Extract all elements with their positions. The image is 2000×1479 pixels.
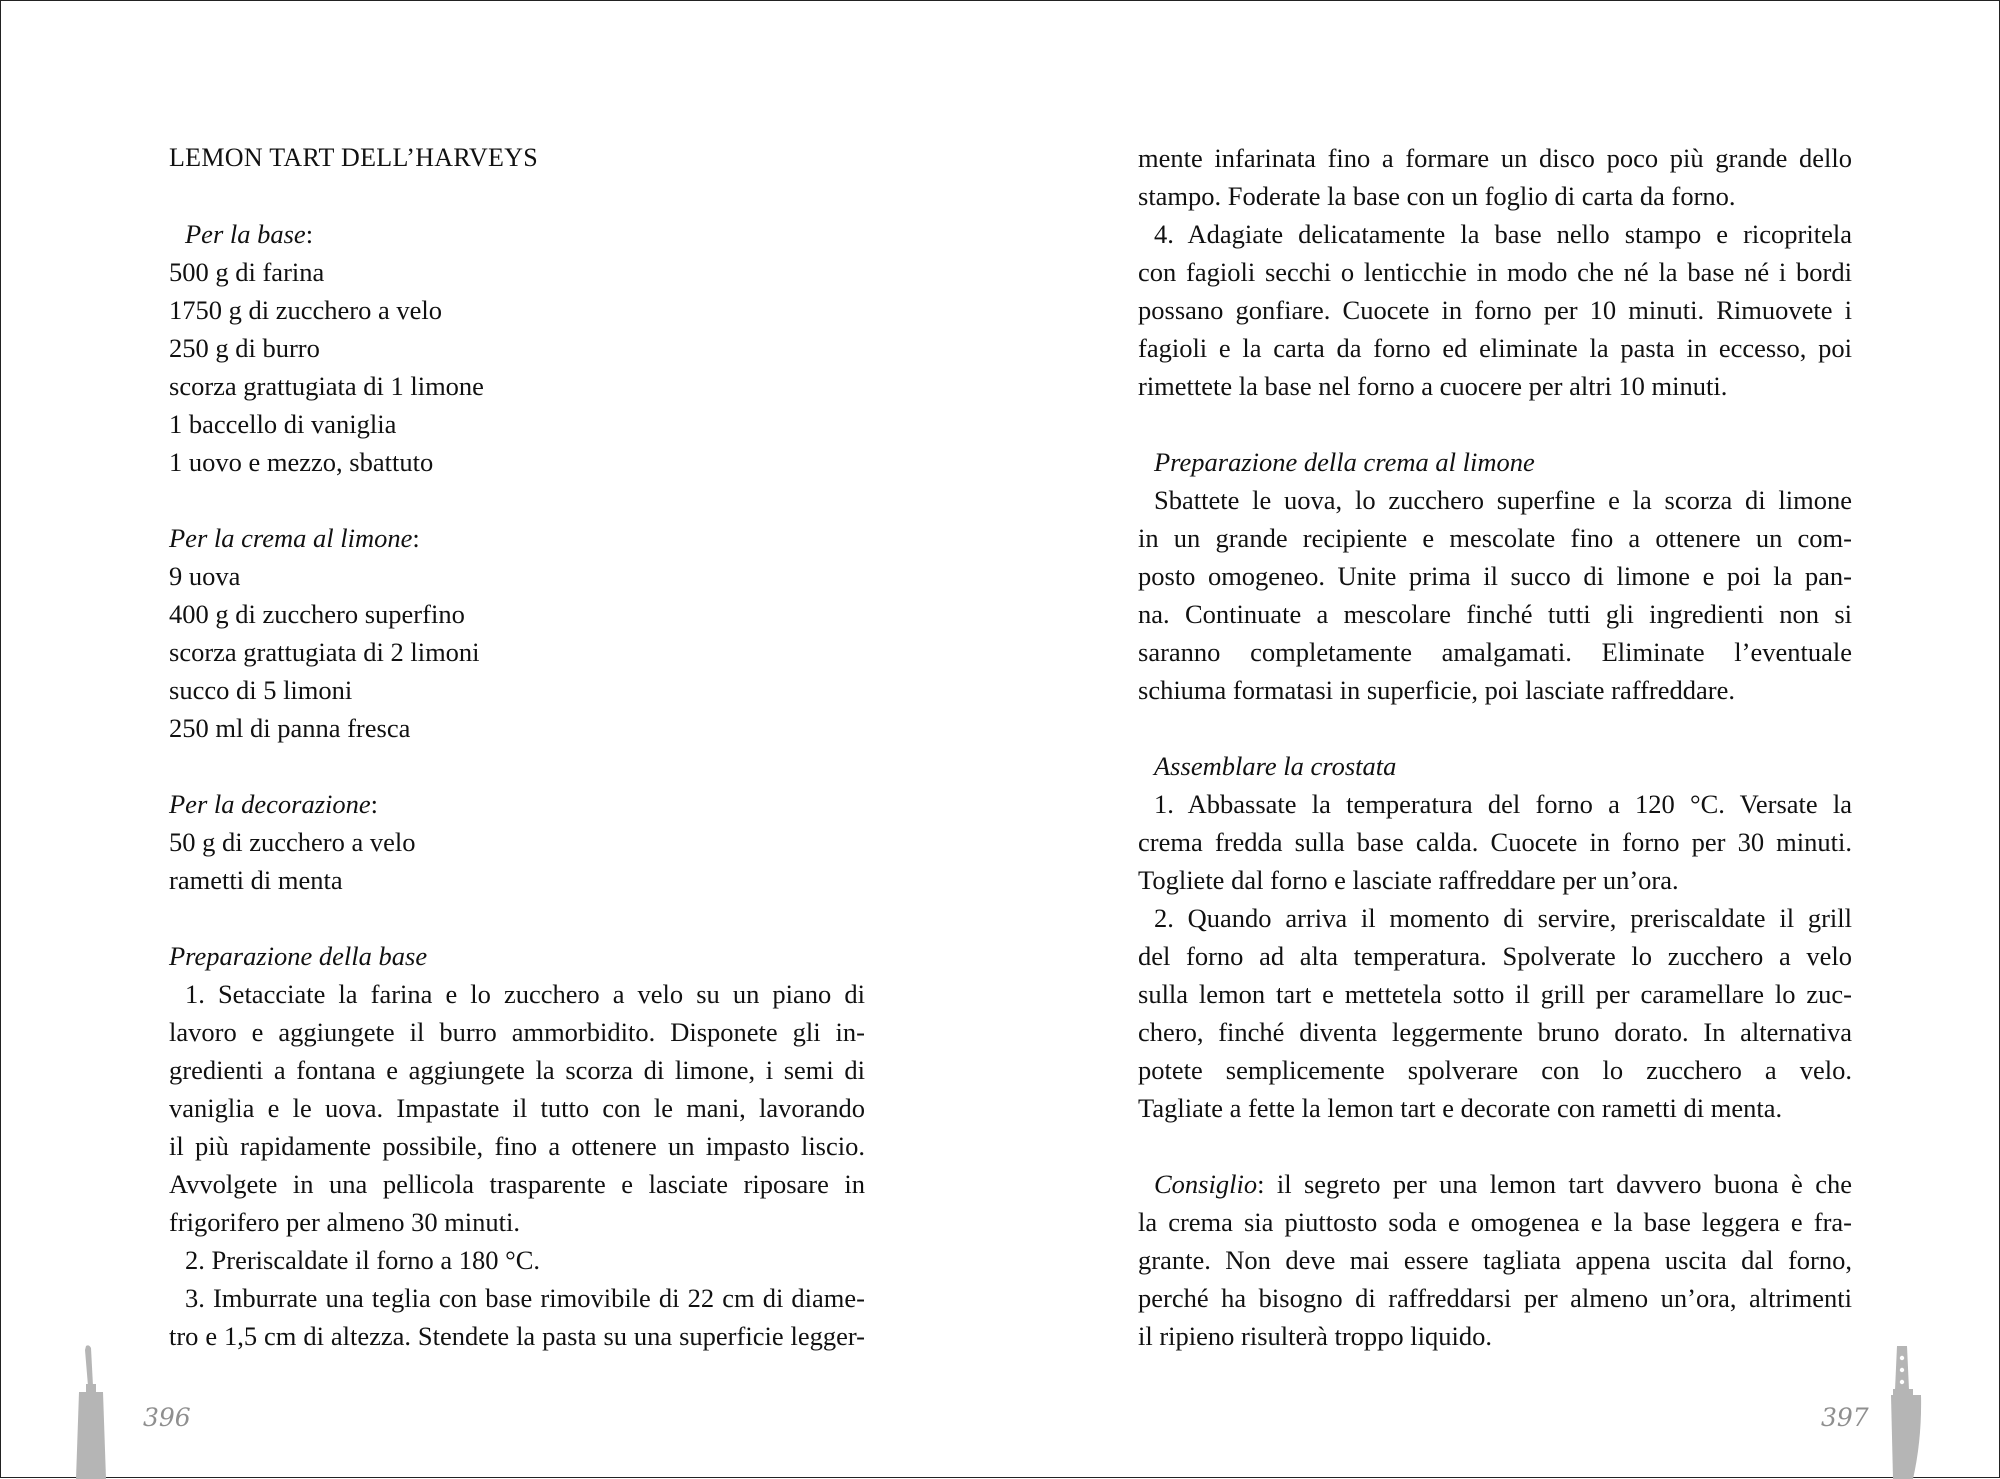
body-line: crema fredda sulla base calda. Cuocete in forno per 30 minuti. (1138, 827, 1852, 857)
ingredient-line: rametti di menta (169, 865, 343, 895)
body-line: Sbattete le uova, lo zucchero superfine e la scorza di limone (1154, 485, 1852, 515)
decoration-heading-line: Per la decorazione: (169, 789, 379, 819)
body-line: Tagliate a fette la lemon tart e decorate con rametti di menta. (1138, 1093, 1783, 1123)
base-heading-line: Per la base: (185, 219, 314, 249)
body-line: il ripieno risulterà troppo liquido. (1138, 1321, 1493, 1351)
body-line: il più rapidamente possibile, fino a ottenere un impasto liscio. (169, 1131, 865, 1161)
base-heading: Per la base (185, 219, 306, 249)
ingredient-line: 250 g di burro (169, 333, 320, 363)
ingredient-line: 400 g di zucchero superfino (169, 599, 465, 629)
body-line: in un grande recipiente e mescolate fino a ottenere un com- (1138, 523, 1852, 553)
body-line: con fagioli secchi o lenticchie in modo che né la base né i bordi (1138, 257, 1852, 287)
body-line: 1. Setacciate la farina e lo zucchero a velo su un piano di (185, 979, 865, 1009)
page-number-left: 396 (143, 1403, 191, 1432)
body-line: rimettete la base nel forno a cuocere per altri 10 minuti. (1138, 371, 1728, 401)
body-line: 4. Adagiate delicatamente la base nello stampo e ricopritela (1154, 219, 1852, 249)
body-line: potete semplicemente spolverare con lo zucchero a velo. (1138, 1055, 1852, 1085)
body-line: tro e 1,5 cm di altezza. Stendete la pasta su una superficie legger- (169, 1321, 865, 1351)
body-line: possano gonfiare. Cuocete in forno per 10 minuti. Rimuovete i (1138, 295, 1852, 325)
body-line: na. Continuate a mescolare finché tutti gli ingredienti non si (1138, 599, 1852, 629)
spacer (1138, 405, 1852, 443)
body-line: Togliete dal forno e lasciate raffreddare per un’ora. (1138, 865, 1679, 895)
decoration-heading: Per la decorazione (169, 789, 371, 819)
left-page (169, 139, 865, 1355)
ingredient-line: 250 ml di panna fresca (169, 713, 411, 743)
right-page (1138, 139, 1852, 1355)
body-line: stampo. Foderate la base con un foglio di carta da forno. (1138, 181, 1736, 211)
body-line: vaniglia e le uova. Impastate il tutto con le mani, lavorando (169, 1093, 865, 1123)
ingredient-line: scorza grattugiata di 2 limoni (169, 637, 480, 667)
ingredient-line: 1 uovo e mezzo, sbattuto (169, 447, 434, 477)
recipe-title: LEMON TART DELL’HARVEYS (169, 143, 539, 172)
ingredient-line: 9 uova (169, 561, 241, 591)
body-line: posto omogeneo. Unite prima il succo di limone e poi la pan- (1138, 561, 1852, 591)
spacer (169, 899, 865, 937)
cream-heading: Per la crema al limone (169, 523, 413, 553)
body-line: 2. Quando arriva il momento di servire, preriscaldate il grill (1154, 903, 1852, 933)
knife-icon (1885, 1344, 1925, 1479)
body-line: saranno completamente amalgamati. Eliminate l’eventuale (1138, 637, 1852, 667)
spacer (1138, 1127, 1852, 1165)
ingredient-line: 500 g di farina (169, 257, 325, 287)
spacer (169, 177, 865, 215)
ingredient-line: 50 g di zucchero a velo (169, 827, 416, 857)
cream-prep-heading: Preparazione della crema al limone (1154, 447, 1535, 477)
body-line: 1. Abbassate la temperatura del forno a 120 °C. Versate la (1154, 789, 1852, 819)
body-line: gredienti a fontana e aggiungete la scorza di limone, i semi di (169, 1055, 865, 1085)
page-number-right: 397 (1821, 1403, 1869, 1432)
ingredient-line: 1750 g di zucchero a velo (169, 295, 442, 325)
spacer (169, 481, 865, 519)
body-line: 3. Imburrate una teglia con base rimovibile di 22 cm di diame- (185, 1283, 865, 1313)
ingredient-line: succo di 5 limoni (169, 675, 353, 705)
body-line: del forno ad alta temperatura. Spolverate lo zucchero a velo (1138, 941, 1852, 971)
body-line: frigorifero per almeno 30 minuti. (169, 1207, 521, 1237)
body-line: grante. Non deve mai essere tagliata appena uscita dal forno, (1138, 1245, 1852, 1275)
prep-base-heading: Preparazione della base (169, 941, 428, 971)
body-line: perché ha bisogno di raffreddarsi per almeno un’ora, altrimenti (1138, 1283, 1852, 1313)
ingredient-line: 1 baccello di vaniglia (169, 409, 397, 439)
knife-icon (73, 1344, 113, 1479)
assemble-heading: Assemblare la crostata (1154, 751, 1397, 781)
spacer (169, 747, 865, 785)
body-line: 2. Preriscaldate il forno a 180 °C. (185, 1245, 541, 1275)
tip-first-line (1138, 1165, 1852, 1203)
ingredient-line: scorza grattugiata di 1 limone (169, 371, 484, 401)
body-line: schiuma formatasi in superficie, poi lasciate raffreddare. (1138, 675, 1735, 705)
body-line: la crema sia piuttosto soda e omogenea e la base leggera e fra- (1138, 1207, 1852, 1237)
tip-first-line-text: : il segreto per una lemon tart davvero buona è che (1257, 1169, 1852, 1199)
body-line: sulla lemon tart e mettetela sotto il grill per caramellare lo zuc- (1138, 979, 1852, 1009)
body-line: fagioli e la carta da forno ed eliminate la pasta in eccesso, poi (1138, 333, 1852, 363)
tip-label: Consiglio (1154, 1169, 1258, 1199)
body-line: lavoro e aggiungete il burro ammorbidito. Disponete gli in- (169, 1017, 865, 1047)
cream-heading-line: Per la crema al limone: (169, 523, 420, 553)
body-line: mente infarinata fino a formare un disco poco più grande dello (1138, 143, 1852, 173)
spacer (1138, 709, 1852, 747)
body-line: chero, finché diventa leggermente bruno dorato. In alternativa (1138, 1017, 1852, 1047)
body-line: Avvolgete in una pellicola trasparente e lasciate riposare in (169, 1169, 865, 1199)
